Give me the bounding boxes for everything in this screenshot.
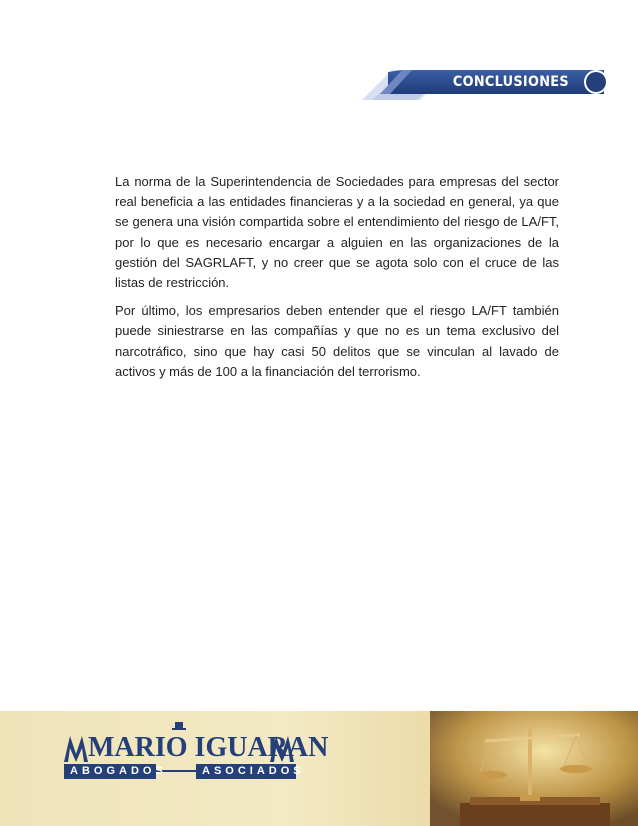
paragraph-2: Por último, los empresarios deben entender que el riesgo LA/FT también puede siniestrarse en las compañías y que no es un tema exclusivo del narcotráfico, sino que hay casi 50 delitos que se vinculan al lavado de activos y más de 100 a la financiación del terrorismo. bbox=[115, 303, 559, 379]
section-title: CONCLUSIONES bbox=[452, 74, 569, 90]
section-banner bbox=[0, 0, 638, 110]
logo-name: MARIO IGUARAN bbox=[88, 732, 329, 763]
logo-label-right: ASOCIADOS bbox=[202, 765, 305, 777]
banner-graphic bbox=[0, 0, 638, 110]
document-body bbox=[115, 172, 559, 390]
company-logo bbox=[64, 720, 329, 796]
logo-label-left: ABOGADOS bbox=[70, 765, 167, 777]
scales-of-justice-icon bbox=[430, 711, 638, 826]
paragraph-1: La norma de la Superintendencia de Sociedades para empresas del sector real beneficia a las entidades financieras y a la sociedad en general, ya que se genera una visión compartida sobre el entendimiento del riesgo de LA/FT, por lo que es necesario encargar a alguien en las organizaciones de la gestión del SAGRLAFT, y no creer que se agota solo con el cruce de las listas de restricción. bbox=[115, 174, 559, 291]
